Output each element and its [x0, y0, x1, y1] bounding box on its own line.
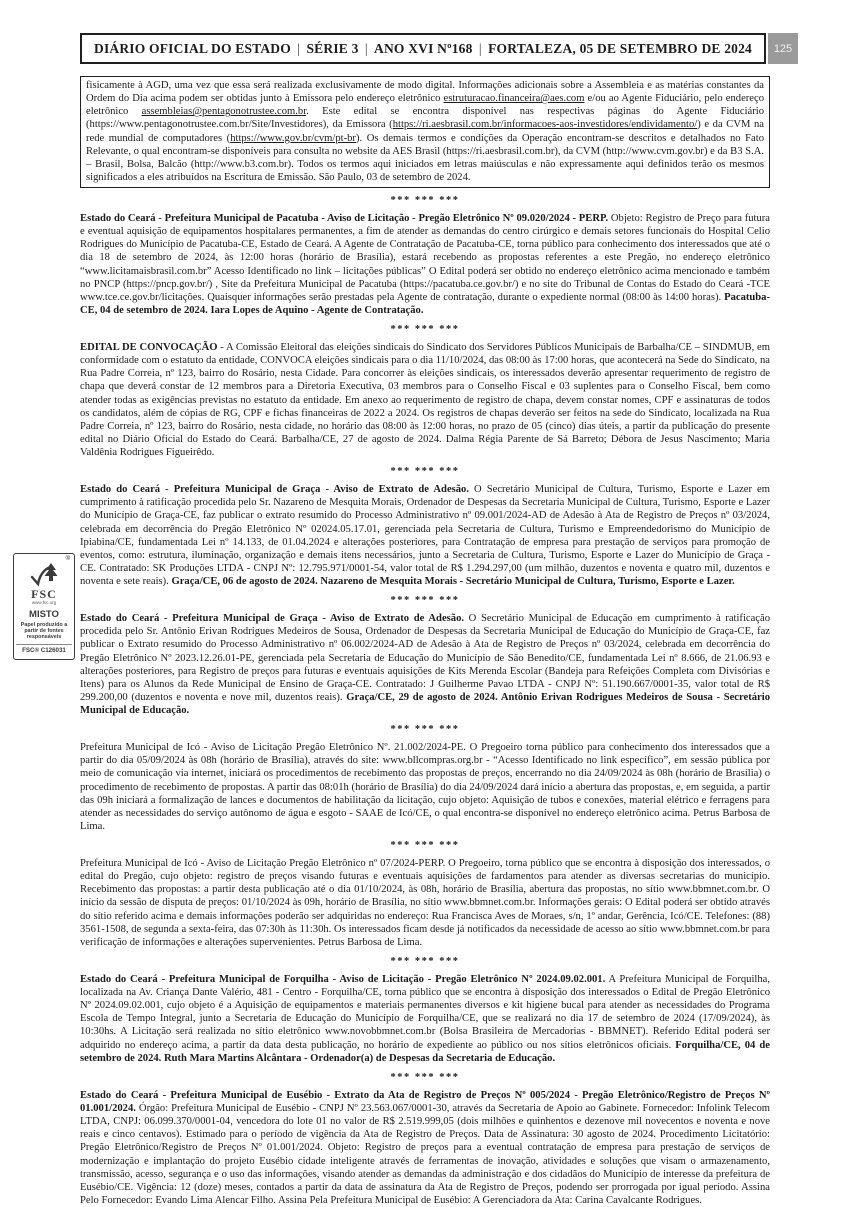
section-separator: *** *** ***	[390, 195, 460, 206]
masthead-divider: |	[364, 40, 368, 56]
masthead-title-bar	[80, 33, 766, 64]
fsc-label: MISTO	[29, 609, 59, 620]
gazette-edition: ANO XVI Nº168	[374, 40, 473, 56]
section-separator: *** *** ***	[390, 724, 460, 736]
notice-ico-07-2024: Prefeitura Municipal de Icó - Aviso de Licitação Pregão Eletrônico nº 07/2024-PERP. O Pregoeiro, torna público que se encontra à disposição dos interessados, o edital do Pregão, cujo objeto: registro de preços visando futuras e eventuais aquisições de fardamentos para atender as diversas secretarias do município. Recebimento das propostas: a partir desta publicação até o dia 01/10/2024, às 08h, horário de Brasília, abertura das propostas, no sítio www.bbmnet.com.br. O início da sessão de disputa de preços: 01/10/2024 às 09h, horário de Brasília, no sítio www.bbmnet.com.br. Informações gerais: O Edital poderá ser obtido através do sítio referido acima e demais informações poderão ser adquiridas no endereço: Rua Francisca Aves de Moraes, s/n, 1º andar, Gerência, Icó/CE. Telefones: (88) 3561-1508, de segunda a sexta-feira, das 07:30h às 11:30h. Os interessados ficam desde já notificados da necessidade de acesso ao sítio www.bbmnet.com.br para verificação de informações e alterações supervenientes. Petrus Barbosa de Lima.	[80, 858, 770, 948]
notice-eusebio: Estado do Ceará - Prefeitura Municipal de Eusébio - Extrato da Ata de Registro de Preços Nº 005/2024 - Pregão Eletrônico/Registro de Preços Nº 01.001/2024. Órgão: Prefeitura Municipal de Eusébio - CNPJ Nº 23.563.067/0001-30, através da Secretaria de Apoio ao Gabinete. Fornecedor: Infolink Telecom LTDA, CNPJ: 06.099.370/0001-04, vencedora do lote 01 no valor de R$ 2.519.999,05 (dois milhões e quinhentos e dezenove mil novecentos e noventa e nove reais e cinco centavos). Estimado para o período de vigência da Ata de Registro de Preços. Data de Assinatura: 30 agosto de 2024. Procedimento Licitatório: Pregão Eletrônico/Registro de Preços Nº 01.001/2024. Objeto: Registro de preços para a eventual contratação de empresa para prestação de serviços de modernização e implantação do projeto Eusébio cidade inteligente através de ferramentas de inovação, atividades e soluções que visam o armazenamento, transmissão, acesso, segurança e o uso das informações, visando atender as demandas da administração e dos cidadãos do Município de interesse da prefeitura de Eusébio/CE. Vigência: 12 (doze) meses, contados a partir da data de assinatura da Ata de Registro de Preços, podendo ser prorrogada por igual período. Assina Pelo Fornecedor: Evando Lima Alencar Filho. Assina Pela Prefeitura Municipal de Eusébio: A Gerenciadora da Ata: Carina Cavalcante Rodrigues.	[80, 1089, 770, 1206]
gazette-series: SÉRIE 3	[306, 40, 359, 56]
notice-edital-convocacao: EDITAL DE CONVOCAÇÃO - A Comissão Eleitoral das eleições sindicais do Sindicato dos Servidores Públicos Municipais de Barbalha/CE – SINDMUB, em conformidade com o estatuto da entidade, CONVOCA eleições sindicais para o dia 11/10/2024, das 08:00 às 17:00 horas, que acontecerá na Sede do Sindicato, na Rua Padre Correia, nº 123, bairro do Rosário, nesta Cidade. Para concorrer às eleições sindicais, os interessados deverão apresentar requerimento de registro de chapa que deverá constar de 12 membros para a Diretoria Executiva, 03 membros para o Conselho Fiscal e 03 suplentes para o Conselho Fiscal, bem como atender todas as exigências previstas no estatuto da entidade. Em anexo ao requerimento de registro de chapa, devem constar nomes, CPF e assinaturas de todos os candidatos, além de cópias de RG, CPF e fichas financeiras de 2022 a 2024. Os registros de chapas deverão ser feitos na sede do Sindicato, localizada na Rua Padre Correia, nº 123, bairro do Rosário, nesta cidade, no horário das 08:00 às 12:00 horas, no prazo de 05 (cinco) dias úteis, a partir da publicação do presente edital no Diário Oficial do Estado do Ceará. Barbalha/CE, 27 de agosto de 2024. Dalma Régia Parente de Sá Barreto; Débora de Jesus Nascimento; Maria Valdênia Rodrigues Figueirêdo.	[80, 342, 770, 459]
section-separator: *** *** ***	[390, 595, 460, 607]
fsc-acronym: FSC	[31, 587, 57, 601]
masthead-divider: |	[297, 40, 301, 56]
fsc-description: Papel produzido a partir de fontes responsáveis	[20, 622, 68, 641]
section-separator: *** *** ***	[390, 955, 460, 967]
notice-graca-educacao: Estado do Ceará - Prefeitura Municipal de Graça - Aviso de Extrato de Adesão. O Secretário Municipal de Educação em cumprimento à ratificação procedida pelo Sr. Antônio Erivan Rodrigues Medeiros de Sousa, Ordenador de Despesas da Secretaria Municipal de Educação do Município de Graça-CE, faz publicar o Extrato resumido do Processo Administrativo nº 06.002/2024-AD de Adesão à Ata de Registro de Preços nº 03/2024, celebrada em decorrência do Pregão Eletrônico Nº 2023.12.26.01-PE, gerenciada pela Secretaria de Educação do Município de São Benedito/CE, fundamentada Lei nº 8.666, de 21.06.93 e alterações posteriores, para Registro de preços para futuras e eventuais aquisições de Kits Merenda Escolar (Bandeja para Refeições Completa com Divisórias e Itens) para os Alunos da Rede Municipal de Ensino de Graça-CE. Contratado: J Guilherme Pavao LTDA - CNPJ Nº: 51.190.667/0001-35, valor total de R$ 299.200,00 (duzentos e noventa e nove mil, duzentos reais). Graça/CE, 29 de agosto de 2024. Antônio Erivan Rodrigues Medeiros de Sousa - Secretário Municipal de Educação.	[80, 613, 771, 717]
notice-forquilha: Estado do Ceará - Prefeitura Municipal de Forquilha - Aviso de Licitação - Pregão Eletrônico Nº 2024.09.02.001. A Prefeitura Municipal de Forquilha, localizada na Av. Criança Dante Valério, 481 - Centro - Forquilha/CE, torna público que se encontra à disposição dos interessados o Edital de Pregão Eletrônico Nº 2024.09.02.001, cujo objeto é a Aquisição de equipamentos e materiais permanentes diversos e kit higiene bucal para atender as necessidades do Programa Escola de Tempo Integral, junto a Secretaria de Educação do Município de Forquilha/CE, que se realizará no dia 17 de setembro de 2024 (17/09/2024), às 10:30hs. A Licitação será realizada no sítio eletrônico www.novobbmnet.com.br (Bolsa Brasileira de Mercadorias - BBMNET). Referido Edital poderá ser adquirido no endereço acima, a partir da data desta publicação, no horário de expediente ao público ou nos sítios eletrônicos oficiais. Forquilha/CE, 04 de setembro de 2024. Ruth Mara Martins Alcântara - Ordenador(a) de Despesas da Secretaria de Educação.	[80, 973, 771, 1064]
fsc-tree-check-icon	[29, 562, 59, 588]
notice-ico-21-002: Prefeitura Municipal de Icó - Aviso de Licitação Pregão Eletrônico Nº. 21.002/2024-PE. O Pregoeiro torna público para conhecimento dos interessados que a partir do dia 05/09/2024 às 08h (horário de Brasília), através do site: www.bllcompras.org.br - “Acesso Identificado no link específico”, em sessão pública por meio de comunicação via internet, iniciará os procedimentos de recebimento das propostas de preços, encerrando no dia 24/09/2024 às 08h (horário de Brasília) o procedimento de recebimento de propostas. A partir das 08:01h (horário de Brasília) do dia 24/09/2024 dará início a abertura das propostas, e, em seguida, a partir das 09h iniciará a formalização de lances e documentos de habilitação da licitação, cujo objeto: Aquisição de tubos e conexões, material elétrico e ferragens para atender as necessidades do serviço autônomo de água e esgoto - SAAE de Icó/CE, o qual encontra-se disponível no endereço eletrônico acima. Petrus Barbosa de Lima.	[80, 742, 770, 832]
page-number-badge: 125	[768, 33, 798, 64]
masthead	[80, 33, 798, 64]
gazette-city-date: FORTALEZA, 05 DE SETEMBRO DE 2024	[488, 40, 752, 56]
notice-pacatuba: Estado do Ceará - Prefeitura Municipal de Pacatuba - Aviso de Licitação - Pregão Eletrônico Nº 09.020/2024 - PERP. Objeto: Registro de Preço para futura e eventual aquisição de equipamentos hospitalares permanentes, a fim de atender as demandas do centro cirúrgico e demais setores funcionais do Hospital Celio Rodrigues do Município de Pacatuba-CE, Estado de Ceará. A Agente de Contratação de Pacatuba-CE, torna público para conhecimento dos interessados que até o dia 18 de setembro de 2024, às 12:00 horas (horário de Brasília), estará recebendo as propostas referentes a este Pregão, no endereço eletrônico “www.licitamaisbrasil.com.br” Acesso Identificado no link – licitações públicas” O Edital poderá ser obtido no endereço eletrônico acima mencionado e também no PNCP (https://pncp.gov.br/) , Site da Prefeitura Municipal de Pacatuba (https://pacatuba.ce.gov.br/) e no site do Tribunal de Contas do Estado do Ceará -TCE www.tce.ce.gov.br/licitações. Quaisquer informações serão prestadas pela Agente de contratação, durante o expediente normal (08:00 às 14:00 horas). Pacatuba-CE, 04 de setembro de 2024. Iara Lopes de Aquino - Agente de Contratação.	[80, 213, 770, 316]
boxed-notice: fisicamente à AGD, uma vez que essa será realizada exclusivamente de modo digital. Informações adicionais sobre a Assembleia e as matérias constantes da Ordem do Dia acima podem ser obtidas junto à Emissora pelo endereço eletrônico estruturacao.financeira@aes.com e/ou ao Agente Fiduciário, pelo endereço eletrônico assembleias@pentagonotrustee.com.br. Este edital se encontra disponível nas respectivas páginas do Agente Fiduciário (https://www.pentagonotrustee.com.br/Site/Investidores), da Emissora (https://ri.aesbrasil.com.br/informacoes-aos-investidores/endividamento/) e da CVM na rede mundial de computadores (https://www.gov.br/cvm/pt-br). Os demais termos e condições da Operação encontram-se descritos e detalhados no Fato Relevante, o qual encontram-se disponíveis para consulta no website da AES Brasil (https://ri.aesbrasil.com.br), da CVM (http://www.cvm.gov.br) e da B3 S.A. – Brasil, Bolsa, Balcão (http://www.b3.com.br). Todos os termos aqui iniciados em letras maiúsculas e não expressamente aqui definidos terão os mesmos significados a eles atribuídos na Escritura de Emissão. São Paulo, 03 de setembro de 2024.	[80, 76, 770, 188]
content-column	[80, 76, 770, 1207]
fsc-license-code: FSC® C126031	[16, 644, 72, 655]
section-separator: *** *** ***	[390, 1071, 460, 1083]
section-separator: *** *** ***	[390, 324, 460, 336]
gazette-title: DIÁRIO OFICIAL DO ESTADO	[94, 40, 291, 56]
section-separator: *** *** ***	[390, 466, 460, 478]
masthead-divider: |	[478, 40, 482, 56]
notice-graca-cultura: Estado do Ceará - Prefeitura Municipal de Graça - Aviso de Extrato de Adesão. O Secretário Municipal de Cultura, Turismo, Esporte e Lazer em cumprimento à ratificação procedida pelo Sr. Nazareno de Mesquita Morais, Ordenador de Despesas da Secretaria Municipal de Cultura, Turismo, Esporte e Lazer do Município de Graça-CE, faz publicar o extrato resumido do Processo Administrativo nº 09.001/2024-AD de Adesão à Ata de Registro de Preços nº 03/2024, celebrada em decorrência do Pregão Eletrônico Nº 02024.05.17.01, gerenciada pela Secretaria de Cultura, Turismo e Empreendedorismo do Município de Ipiabina/CE, fundamentada Lei nº 14.133, de 01.04.2024 e alterações posteriores, para Contratação de empresa para prestação de serviços para promoção de eventos, como: estrutura, iluminação, organização e demais itens necessários, junto a Secretaria de Cultura, Turismo, Esporte e Lazer do Município de Graça - CE. Contratado: SK Produções LTDA - CNPJ Nº: 12.795.971/0001-54, valor total de R$ 1.294.297,00 (um milhão, duzentos e noventa e quatro mil, duzentos e noventa e sete reais). Graça/CE, 06 de agosto de 2024. Nazareno de Mesquita Morais - Secretário Municipal de Cultura, Turismo, Esporte e Lazer.	[80, 484, 771, 588]
fsc-certification-badge	[13, 553, 75, 660]
fsc-website: www.fsc.org	[31, 600, 57, 605]
registered-trademark-symbol: ®	[65, 556, 70, 562]
section-separator: *** *** ***	[390, 840, 460, 852]
